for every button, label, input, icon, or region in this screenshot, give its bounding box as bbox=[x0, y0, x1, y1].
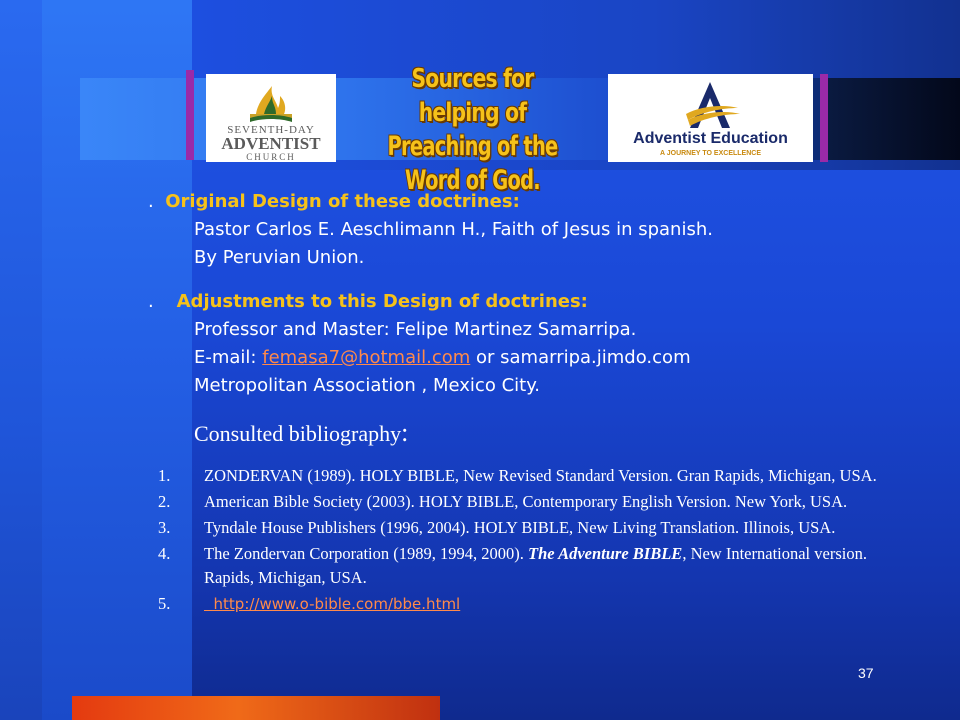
banner-title-line2: Preaching of the Word of God. bbox=[387, 131, 558, 196]
list-item bbox=[158, 542, 918, 590]
adjustments-heading: Adjustments to this Design of doctrines: bbox=[176, 291, 588, 312]
bottom-orange-bar bbox=[72, 696, 440, 720]
list-item-emphasis: The Adventure BIBLE bbox=[527, 544, 683, 563]
list-item-text-pre: The Zondervan Corporation (1989, 1994, 2000). bbox=[204, 544, 528, 563]
bullet: . bbox=[148, 291, 154, 312]
email-or-text: or samarripa.jimdo.com bbox=[470, 347, 691, 368]
list-item bbox=[158, 464, 918, 488]
original-design-heading: Original Design of these doctrines: bbox=[165, 191, 520, 212]
list-item-number: 2. bbox=[158, 492, 171, 511]
list-item bbox=[158, 490, 918, 514]
list-item-text-post: , New International version. Rapids, Michigan, USA. bbox=[204, 544, 867, 587]
adjustments-email-row bbox=[148, 344, 691, 372]
list-item-text: Tyndale House Publishers (1996, 2004). HOLY BIBLE, New Living Translation. Illinois, USA. bbox=[204, 518, 836, 537]
purple-bar-right bbox=[820, 74, 828, 162]
adjustments-section bbox=[148, 288, 691, 400]
adjustments-line1: Professor and Master: Felipe Martinez Samarripa. bbox=[194, 319, 637, 340]
list-item bbox=[158, 516, 918, 540]
bibliography-title bbox=[194, 418, 408, 448]
original-design-section bbox=[148, 188, 713, 272]
logo-left-line2: ADVENTIST bbox=[221, 134, 321, 153]
list-item-text: American Bible Society (2003). HOLY BIBLE, Contemporary English Version. New York, USA. bbox=[204, 492, 848, 511]
adventist-a-icon bbox=[608, 74, 813, 162]
sda-church-logo bbox=[206, 74, 336, 162]
list-item-number: 4. bbox=[158, 544, 171, 563]
banner-title bbox=[340, 62, 605, 198]
bibliography-list bbox=[158, 464, 918, 618]
logo-left-line3: CHURCH bbox=[246, 152, 296, 162]
header-dark-block bbox=[828, 78, 960, 160]
list-item bbox=[158, 592, 918, 616]
adventist-education-logo bbox=[608, 74, 813, 162]
adjustments-heading-row bbox=[148, 288, 691, 316]
original-design-heading-row bbox=[148, 188, 713, 216]
logo-right-tagline: A JOURNEY TO EXCELLENCE bbox=[659, 150, 761, 157]
bible-url-link[interactable]: http://www.o-bible.com/bbe.html bbox=[204, 595, 461, 613]
list-item-text: ZONDERVAN (1989). HOLY BIBLE, New Revised Standard Version. Gran Rapids, Michigan, USA. bbox=[204, 466, 877, 485]
adjustments-line3: Metropolitan Association , Mexico City. bbox=[194, 375, 540, 396]
bibliography-title-colon: : bbox=[401, 418, 409, 447]
list-item-number: 3. bbox=[158, 518, 171, 537]
logo-left-line1: SEVENTH-DAY bbox=[227, 124, 315, 136]
bibliography-title-text: Consulted bibliography bbox=[194, 421, 402, 446]
original-design-line2: By Peruvian Union. bbox=[194, 247, 365, 268]
purple-bar-left bbox=[186, 70, 194, 160]
banner-title-line1: Sources for helping of bbox=[411, 64, 534, 128]
email-link[interactable]: femasa7@hotmail.com bbox=[262, 347, 471, 368]
list-item-number: 1. bbox=[158, 466, 171, 485]
email-label: E-mail: bbox=[194, 347, 263, 368]
original-design-line1: Pastor Carlos E. Aeschlimann H., Faith of Jesus in spanish. bbox=[194, 219, 713, 240]
list-item-number: 5. bbox=[158, 594, 171, 613]
left-strip bbox=[0, 0, 42, 720]
logo-right-name: Adventist Education bbox=[633, 130, 788, 147]
bullet: . bbox=[148, 191, 154, 212]
page-number: 37 bbox=[858, 665, 874, 681]
